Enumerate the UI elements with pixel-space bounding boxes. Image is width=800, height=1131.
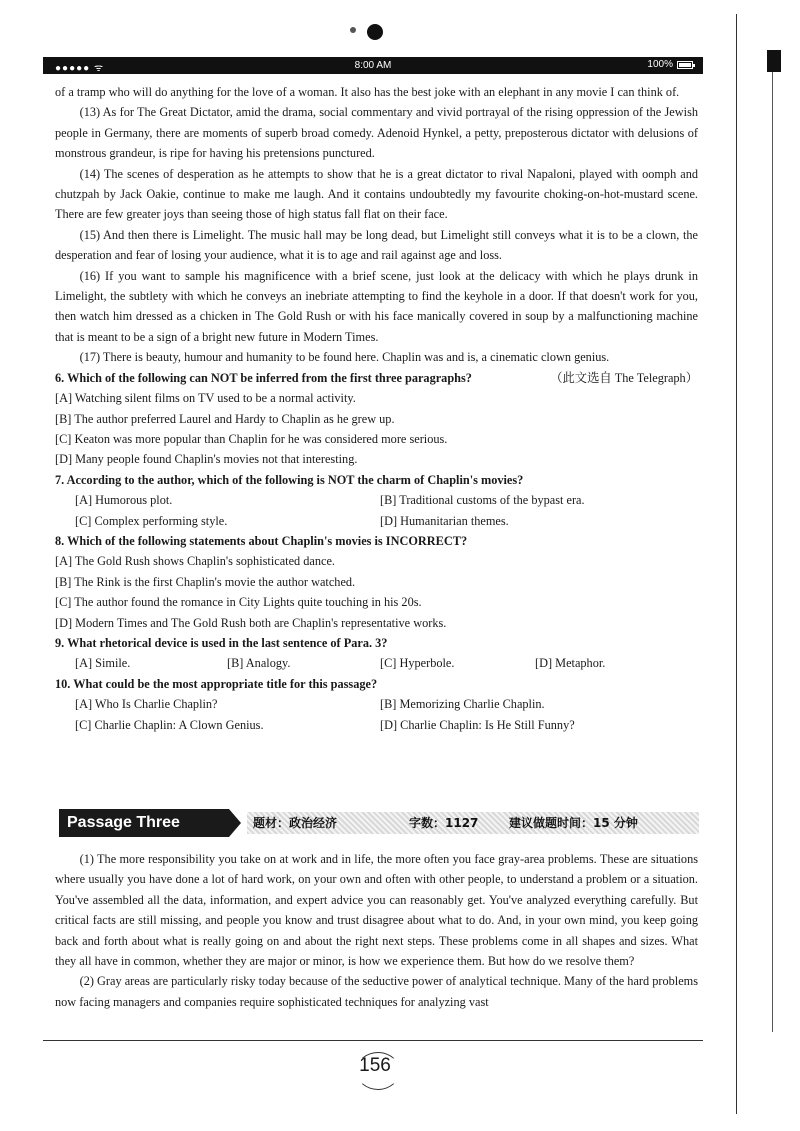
- divider: [43, 1040, 703, 1041]
- device-edge-line: [736, 14, 737, 1114]
- passage-topic: 题材：政治经济: [253, 816, 338, 830]
- option-d[interactable]: [D] Charlie Chaplin: Is He Still Funny?: [380, 717, 575, 732]
- passage-three-body: [55, 849, 698, 1012]
- paragraph-2: (2) Gray areas are particularly risky today because of the seductive power of analytical technique. Many of the hard problems now facing managers and companies require sophisticated techniques for analyzing vast: [55, 974, 698, 1009]
- option-d[interactable]: [D] Modern Times and The Gold Rush both are Chaplin's representative works.: [55, 615, 447, 630]
- camera-lens: [350, 27, 356, 33]
- passage-info: [247, 812, 699, 834]
- options-row: [75, 715, 698, 735]
- options-row: [75, 653, 698, 673]
- paragraph-continued: of a tramp who will do anything for the love of a woman. It also has the best joke with an elephant in any movie I can think of.: [55, 85, 680, 99]
- paragraph-15: (15) And then there is Limelight. The music hall may be long dead, but Limelight still conveys what it is to be a clown, the desperation and fear of losing your audience, what it is to age and rail against age and loss.: [55, 227, 698, 263]
- battery-percent: 100%: [647, 59, 673, 70]
- option-b[interactable]: [B] Traditional customs of the bypast era.: [380, 493, 585, 508]
- front-camera: [367, 24, 383, 40]
- question-text: 9. What rhetorical device is used in the last sentence of Para. 3?: [55, 635, 388, 650]
- source-note: （此文选自 The Telegraph）: [550, 370, 698, 385]
- passage-arrow-icon: [229, 809, 241, 837]
- status-bar: [43, 57, 703, 74]
- passage-label: Passage Three: [59, 809, 229, 837]
- paragraph-17-text: (17) There is beauty, humour and humanity to be found here. Chaplin was and is, a cinematic clown genius.: [79, 350, 610, 365]
- question-9: [55, 633, 698, 674]
- option-d[interactable]: [D] Humanitarian themes.: [380, 513, 509, 528]
- status-time: 8:00 AM: [354, 60, 392, 71]
- question-text: 7. According to the author, which of the following is NOT the charm of Chaplin's movies?: [55, 472, 524, 487]
- paragraph-16: (16) If you want to sample his magnificence with a brief scene, just look at the delicacy with which he plays drunk in Limelight, the subtlety with which he conveys an inebriate attempting to find the keyhole in a door. If that doesn't work for you, then watch him dressed as a chicken in The Gold Rush or with his face manically covered in soup by a malfunctioning machine that is meant to be a sign of a bright new future in Modern Times.: [55, 268, 698, 344]
- signal-icon: ●●●●● ᯤ: [55, 63, 105, 74]
- battery-icon: [677, 61, 693, 69]
- paragraph-1: (1) The more responsibility you take on at work and in life, the more often you face gray-area problems. These are situations where usually you have done a lot of hard work, on your own and often with other people, to understand a problem or a situation. You've assembled all the data, information, and expert advice you can reasonably get. You've analyzed everything carefully. But critical facts are still missing, and people you know and trust disagree about what to do. And, in your own mind, you keep going back and forth about what is really going on and about the right next steps. These problems come in all shapes and sizes. What they all have in common, whether they are major or minor, is how we experience them. But how do we resolve them?: [55, 852, 698, 969]
- question-text: 6. Which of the following can NOT be inferred from the first three paragraphs?: [55, 370, 472, 385]
- option-b[interactable]: [B] The Rink is the first Chaplin's movie the author watched.: [55, 574, 356, 589]
- page-number: 156: [359, 1055, 391, 1076]
- paragraph-13: (13) As for The Great Dictator, amid the drama, social commentary and vivid portrayal of the rising oppression of the Jewish people in Germany, there are moments of superb broad comedy. Adenoid Hynkel, a petty, preposterous dictator with delusions of monstrous grandeur, is ripe for having his pretensions punctured.: [55, 105, 698, 161]
- device-edge-line-inner: [772, 72, 773, 1032]
- article-body: [55, 82, 698, 735]
- option-b[interactable]: [B] The author preferred Laurel and Hardy to Chaplin as he grew up.: [55, 411, 395, 426]
- paragraph-14: (14) The scenes of desperation as he attempts to show that he is a great dictator to rival Napaloni, played with oomph and chutzpah by Jack Oakie, continue to make me laugh. And it contains undoubtedly my favourite choking-on-hot-mustard scene. There are few greater joys than seeing those of high status fall flat on their face.: [55, 166, 698, 222]
- option-b[interactable]: [B] Memorizing Charlie Chaplin.: [380, 697, 545, 712]
- passage-header: [59, 809, 699, 837]
- option-d[interactable]: [D] Many people found Chaplin's movies not that interesting.: [55, 452, 358, 467]
- option-c[interactable]: [C] Complex performing style.: [75, 513, 228, 528]
- option-c[interactable]: [C] Keaton was more popular than Chaplin for he was considered more serious.: [55, 431, 448, 446]
- question-10: [55, 674, 698, 735]
- option-c[interactable]: [C] Charlie Chaplin: A Clown Genius.: [75, 717, 264, 732]
- question-text: 8. Which of the following statements about Chaplin's movies is INCORRECT?: [55, 533, 468, 548]
- option-d[interactable]: [D] Metaphor.: [535, 656, 606, 671]
- side-button: [767, 50, 781, 72]
- options-row: [75, 694, 698, 714]
- option-c[interactable]: [C] Hyperbole.: [380, 656, 455, 671]
- question-text: 10. What could be the most appropriate title for this passage?: [55, 676, 378, 691]
- option-a[interactable]: [A] Watching silent films on TV used to be a normal activity.: [55, 391, 356, 406]
- options-row: [75, 511, 698, 531]
- option-a[interactable]: [A] Who Is Charlie Chaplin?: [75, 697, 218, 712]
- option-a[interactable]: [A] The Gold Rush shows Chaplin's sophisticated dance.: [55, 554, 336, 569]
- options-row: [75, 490, 698, 510]
- option-a[interactable]: [A] Humorous plot.: [75, 493, 173, 508]
- question-7: [55, 470, 698, 531]
- option-b[interactable]: [B] Analogy.: [227, 656, 291, 671]
- passage-suggested-time: 建议做题时间：15 分钟: [509, 816, 638, 830]
- battery-status: [647, 59, 693, 70]
- option-a[interactable]: [A] Simile.: [75, 656, 131, 671]
- option-c[interactable]: [C] The author found the romance in City Lights quite touching in his 20s.: [55, 595, 422, 610]
- passage-word-count: 字数：1127: [409, 816, 479, 830]
- question-8: [55, 531, 698, 633]
